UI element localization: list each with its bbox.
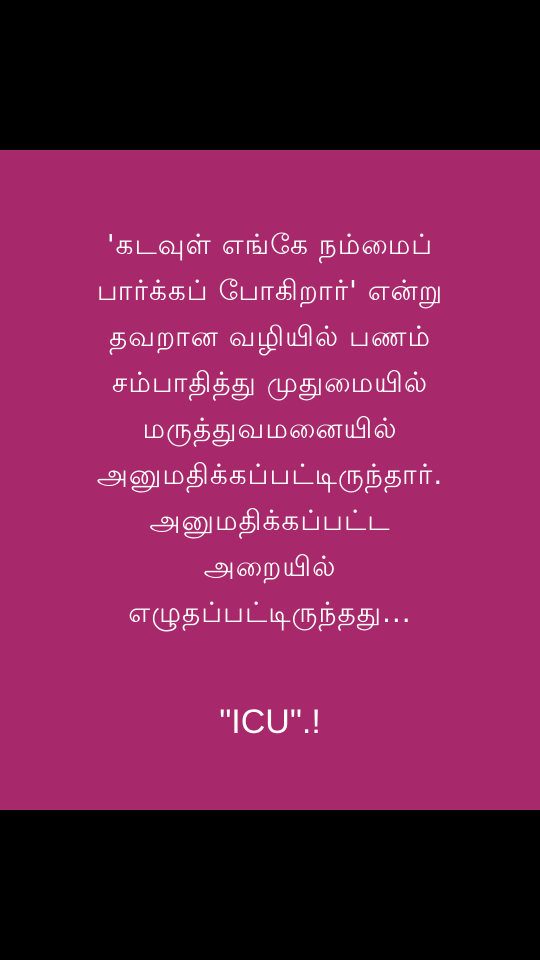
quote-line-8: அறையில் [203, 550, 337, 583]
quote-line-7: அனுமதிக்கப்பட்ட [149, 504, 391, 537]
quote-line-6: அனுமதிக்கப்பட்டிருந்தார். [96, 458, 444, 491]
quote-line-9: எழுதப்பட்டிருந்தது... [128, 596, 412, 629]
quote-line-3: தவறான வழியில் பணம் [108, 320, 431, 353]
quote-line-1: 'கடவுள் எங்கே நம்மைப் [106, 228, 434, 261]
punchline-text: "ICU".! [219, 703, 321, 741]
quote-line-5: மருத்துவமனையில் [142, 412, 398, 445]
quote-line-4: சம்பாதித்து முதுமையில் [111, 366, 429, 399]
quote-line-2: பார்க்கப் போகிறார்' என்று [96, 274, 444, 307]
quote-text [20, 222, 520, 636]
quote-card [0, 150, 540, 810]
